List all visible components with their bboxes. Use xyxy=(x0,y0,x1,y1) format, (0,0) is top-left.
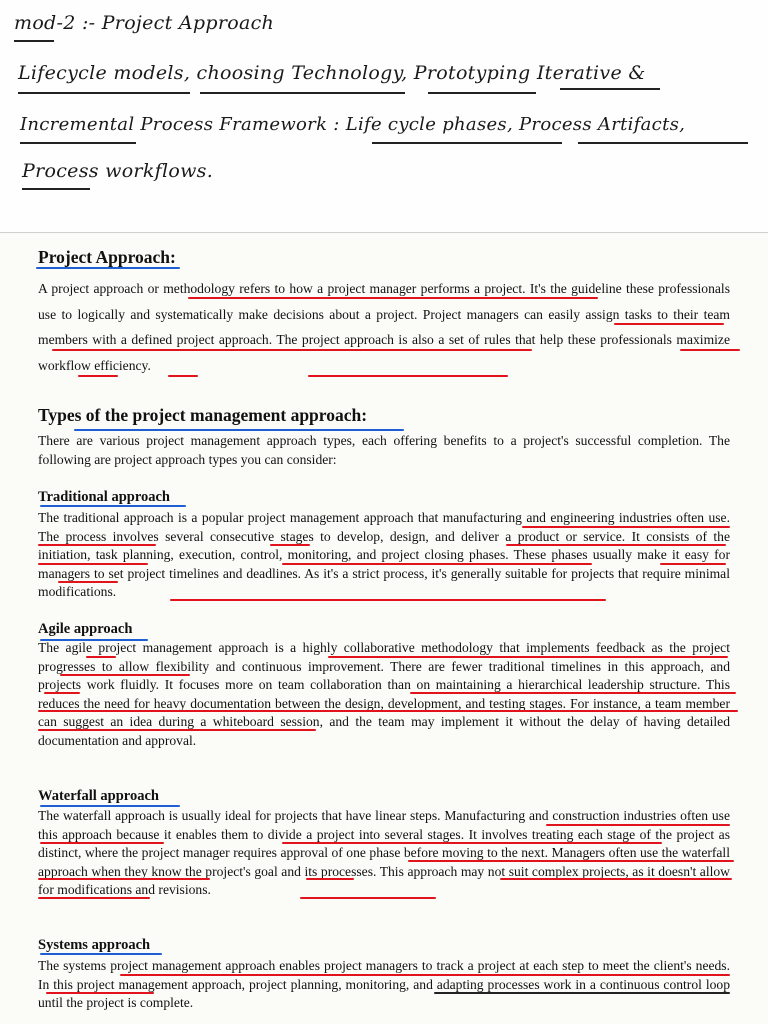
red-underline xyxy=(38,729,316,731)
red-underline xyxy=(614,323,724,325)
topic-underline-lifecycle-phases xyxy=(372,142,562,144)
red-underline xyxy=(270,544,310,546)
types-paragraph: There are various project management approach types, each offering benefits to a project's successful completion. The following are project approach types you can consider: xyxy=(38,433,730,467)
red-underline xyxy=(410,692,736,694)
red-underline xyxy=(120,974,730,976)
traditional-paragraph: The traditional approach is a popular project management approach that manufacturing and engineering industries often use. The process involves several consecutive stages to develop, design, and deliver a product or service. It consists of the initiation, task planning, execution, control, monitoring, and project closing phases. These phases usually make it easy for managers to set project timelines and deadlines. As it's a strict process, it's generally suitable for projects that require minimal modifications. xyxy=(38,510,730,600)
blue-highlight-traditional xyxy=(40,505,186,507)
red-underline xyxy=(38,878,210,880)
red-underline xyxy=(300,897,436,899)
project-approach-heading: Project Approach: xyxy=(38,247,176,267)
red-underline xyxy=(52,349,532,351)
red-underline xyxy=(60,674,190,676)
red-underline xyxy=(86,656,116,658)
red-underline xyxy=(660,563,726,565)
topic-underline-lifecycle xyxy=(18,92,190,94)
red-underline xyxy=(40,842,164,844)
red-underline xyxy=(680,349,740,351)
traditional-heading: Traditional approach xyxy=(38,489,171,505)
systems-heading: Systems approach xyxy=(38,937,151,953)
notes-line-topics-2: Incremental Process Framework : Life cycle phases, Process Artifacts, xyxy=(20,114,686,135)
red-underline xyxy=(522,526,730,528)
notes-line-topics-3: Process workflows. xyxy=(22,160,214,182)
topic-underline-prototyping xyxy=(428,92,536,94)
types-heading: Types of the project management approach: xyxy=(38,405,368,425)
topic-underline-artifacts xyxy=(578,142,748,144)
red-underline xyxy=(328,656,728,658)
red-underline xyxy=(58,581,118,583)
red-underline xyxy=(500,878,732,880)
red-underline xyxy=(506,544,726,546)
red-underline xyxy=(38,544,156,546)
red-underline xyxy=(282,842,662,844)
red-underline xyxy=(308,375,508,377)
topic-underline-technology xyxy=(200,92,405,94)
systems-paragraph: The systems project management approach enables project managers to track a project at each step to meet the client's needs. In this project management approach, project planning, monitoring, and adapting processes work in a continuous control loop until the project is complete. xyxy=(38,958,730,1011)
printed-page xyxy=(0,233,768,1024)
blue-highlight-project-approach xyxy=(36,267,180,269)
red-underline xyxy=(78,375,118,377)
notes-line-title: mod-2 :- Project Approach xyxy=(14,12,275,34)
waterfall-heading: Waterfall approach xyxy=(38,788,159,804)
red-underline xyxy=(408,860,734,862)
topic-underline-incremental xyxy=(20,142,136,144)
notes-line-topics-1: Lifecycle models, choosing Technology, Prototyping Iterative & xyxy=(18,62,646,84)
topic-underline-workflows xyxy=(22,188,90,190)
red-underline xyxy=(306,878,354,880)
title-underline xyxy=(14,40,54,42)
red-underline xyxy=(44,692,80,694)
red-underline xyxy=(282,563,592,565)
waterfall-paragraph: The waterfall approach is usually ideal for projects that have linear steps. Manufacturing and construction industries often use this approach because it enables them to divide a project into several stages. It involves treating each stage of the project as distinct, where the project manager requires approval of one phase before moving to the next. Managers often use the waterfall approach when they know the project's goal and its processes. This approach may not suit complex projects, as it doesn't allow for modifications and revisions. xyxy=(38,808,730,898)
red-underline xyxy=(168,375,198,377)
red-underline xyxy=(188,297,598,299)
agile-heading: Agile approach xyxy=(38,621,133,637)
red-underline xyxy=(546,824,730,826)
blue-highlight-types xyxy=(74,429,404,431)
agile-paragraph: The agile project management approach is a highly collaborative methodology that implements feedback as the project progresses to allow flexibility and continuous improvement. There are fewer traditional timelines in this approach, and projects work fluidly. It focuses more on team collaboration than on maintaining a hierarchical leadership structure. This reduces the need for heavy documentation between the design, development, and testing stages. For instance, a team member can suggest an idea during a whiteboard session, and the team may implement it without the delay of having detailed documentation and approval. xyxy=(38,640,730,748)
red-underline xyxy=(46,992,154,994)
red-underline xyxy=(38,897,150,899)
ink-underline xyxy=(434,992,730,994)
blue-highlight-systems xyxy=(40,953,162,955)
red-underline xyxy=(38,710,738,712)
red-underline xyxy=(170,599,606,601)
project-approach-paragraph: A project approach or methodology refers to how a project manager performs a project. It's the guideline these professionals use to logically and systematically make decisions about a project. Project managers can easily assign tasks to their team members with a defined project approach. The project approach is also a set of rules that help these professionals maximize workflow efficiency. xyxy=(38,281,730,373)
topic-underline-iterative xyxy=(560,88,660,90)
red-underline xyxy=(38,563,148,565)
handwritten-notes xyxy=(0,0,768,234)
